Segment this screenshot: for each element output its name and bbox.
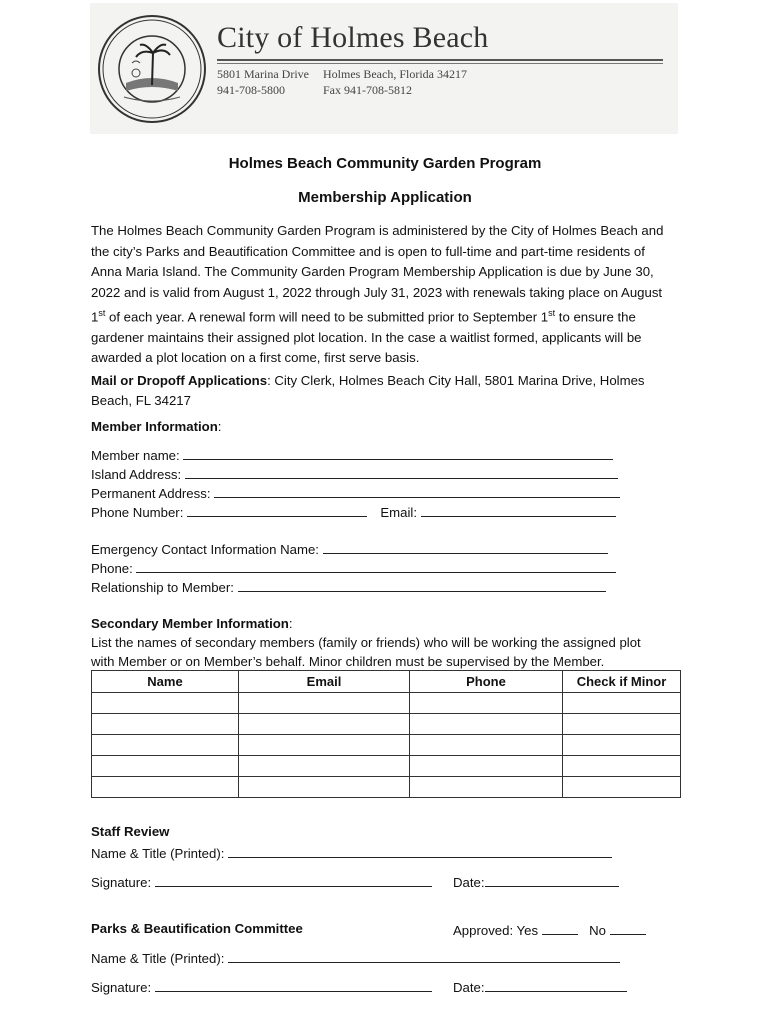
email-cell[interactable] [239, 777, 410, 798]
member-name-row: Member name: [91, 446, 613, 463]
table-row [92, 777, 681, 798]
intro-line: The Holmes Beach Community Garden Program is administered by the City of Holmes Beach and [91, 223, 664, 238]
approval-row: Approved: Yes No [453, 921, 646, 938]
mail-instructions-cont: Beach, FL 34217 [91, 393, 191, 408]
secondary-members-table [91, 670, 681, 798]
letterhead-fax: Fax 941-708-5812 [323, 83, 412, 97]
emergency-contact-field[interactable] [323, 540, 608, 554]
emergency-phone-field[interactable] [136, 559, 616, 573]
col-phone-header: Phone [410, 671, 563, 693]
letterhead-city-state: Holmes Beach, Florida 34217 [323, 67, 467, 81]
committee-signature-row: Signature: [91, 978, 432, 995]
member-info-heading: Member Information: [91, 419, 222, 434]
relationship-row: Relationship to Member: [91, 578, 606, 595]
minor-check-cell[interactable] [563, 735, 681, 756]
phone-cell[interactable] [410, 735, 563, 756]
staff-name-title-field[interactable] [228, 844, 612, 858]
city-name: City of Holmes Beach [217, 21, 489, 54]
table-row [92, 756, 681, 777]
intro-line: Anna Maria Island. The Community Garden Program Membership Application is due by June 30, [91, 264, 654, 279]
committee-date-row: Date: [453, 978, 627, 995]
emergency-contact-row: Emergency Contact Information Name: [91, 540, 608, 557]
intro-line: gardener maintains their assigned plot location. In the case a waitlist formed, applicants will be [91, 329, 642, 345]
committee-name-title-field[interactable] [228, 949, 620, 963]
col-email-header: Email [239, 671, 410, 693]
letterhead-phone: 941-708-5800 [217, 83, 285, 97]
mail-instructions: Mail or Dropoff Applications: City Clerk, Holmes Beach City Hall, 5801 Marina Drive, Holmes [91, 373, 645, 388]
permanent-address-row: Permanent Address: [91, 484, 620, 501]
col-minor-header: Check if Minor [563, 671, 681, 693]
name-cell[interactable] [92, 756, 239, 777]
table-header-row [92, 671, 681, 693]
name-cell[interactable] [92, 735, 239, 756]
minor-check-cell[interactable] [563, 693, 681, 714]
staff-name-title-row: Name & Title (Printed): [91, 844, 612, 861]
program-title: Holmes Beach Community Garden Program [228, 155, 542, 172]
phone-cell[interactable] [410, 756, 563, 777]
letterhead-address: 5801 Marina Drive [217, 67, 309, 81]
island-address-field[interactable] [185, 465, 618, 479]
phone-cell[interactable] [410, 693, 563, 714]
email-cell[interactable] [239, 714, 410, 735]
committee-signature-field[interactable] [155, 978, 432, 992]
intro-paragraph [91, 221, 681, 369]
letterhead-rule [217, 59, 663, 61]
intro-line: 1st of each year. A renewal form will need to be submitted prior to September 1st to ensure the [91, 308, 636, 325]
permanent-address-field[interactable] [214, 484, 620, 498]
table-row [92, 693, 681, 714]
name-cell[interactable] [92, 693, 239, 714]
staff-signature-row: Signature: [91, 873, 432, 890]
letterhead-rule-thin [217, 63, 663, 64]
phone-number-field[interactable] [187, 503, 367, 517]
intro-line: the city’s Parks and Beautification Committee and is open to full-time and part-time residents of [91, 243, 645, 259]
phone-email-row: Phone Number: Email: [91, 503, 616, 520]
letterhead [90, 3, 678, 134]
emergency-phone-row: Phone: [91, 559, 616, 576]
committee-heading: Parks & Beautification Committee [91, 921, 303, 936]
email-field[interactable] [421, 503, 616, 517]
island-address-row: Island Address: [91, 465, 618, 482]
minor-check-cell[interactable] [563, 756, 681, 777]
secondary-desc-line: List the names of secondary members (family or friends) who will be working the assigned plot [91, 635, 641, 650]
mail-label: Mail or Dropoff Applications [91, 373, 268, 388]
member-name-field[interactable] [183, 446, 613, 460]
minor-check-cell[interactable] [563, 714, 681, 735]
phone-cell[interactable] [410, 714, 563, 735]
committee-name-title-row: Name & Title (Printed): [91, 949, 620, 966]
committee-date-field[interactable] [485, 978, 627, 992]
city-seal-icon [96, 13, 208, 125]
table-row [92, 735, 681, 756]
name-cell[interactable] [92, 714, 239, 735]
email-cell[interactable] [239, 693, 410, 714]
relationship-field[interactable] [238, 578, 606, 592]
staff-date-field[interactable] [485, 873, 619, 887]
application-title: Membership Application [298, 189, 472, 206]
staff-signature-field[interactable] [155, 873, 432, 887]
minor-check-cell[interactable] [563, 777, 681, 798]
email-cell[interactable] [239, 756, 410, 777]
staff-review-heading: Staff Review [91, 824, 170, 839]
table-row [92, 714, 681, 735]
intro-line: awarded a plot location on a first come, first serve basis. [91, 350, 420, 366]
secondary-desc-line: with Member or on Member’s behalf. Minor children must be supervised by the Member. [91, 654, 605, 669]
approved-yes-field[interactable] [542, 921, 578, 935]
name-cell[interactable] [92, 777, 239, 798]
staff-date-row: Date: [453, 873, 619, 890]
intro-line: 2022 and is valid from August 1, 2022 through July 31, 2023 with renewals taking place on August [91, 284, 663, 300]
approved-no-field[interactable] [610, 921, 646, 935]
col-name-header: Name [92, 671, 239, 693]
email-cell[interactable] [239, 735, 410, 756]
secondary-info-heading: Secondary Member Information: [91, 616, 293, 631]
phone-cell[interactable] [410, 777, 563, 798]
